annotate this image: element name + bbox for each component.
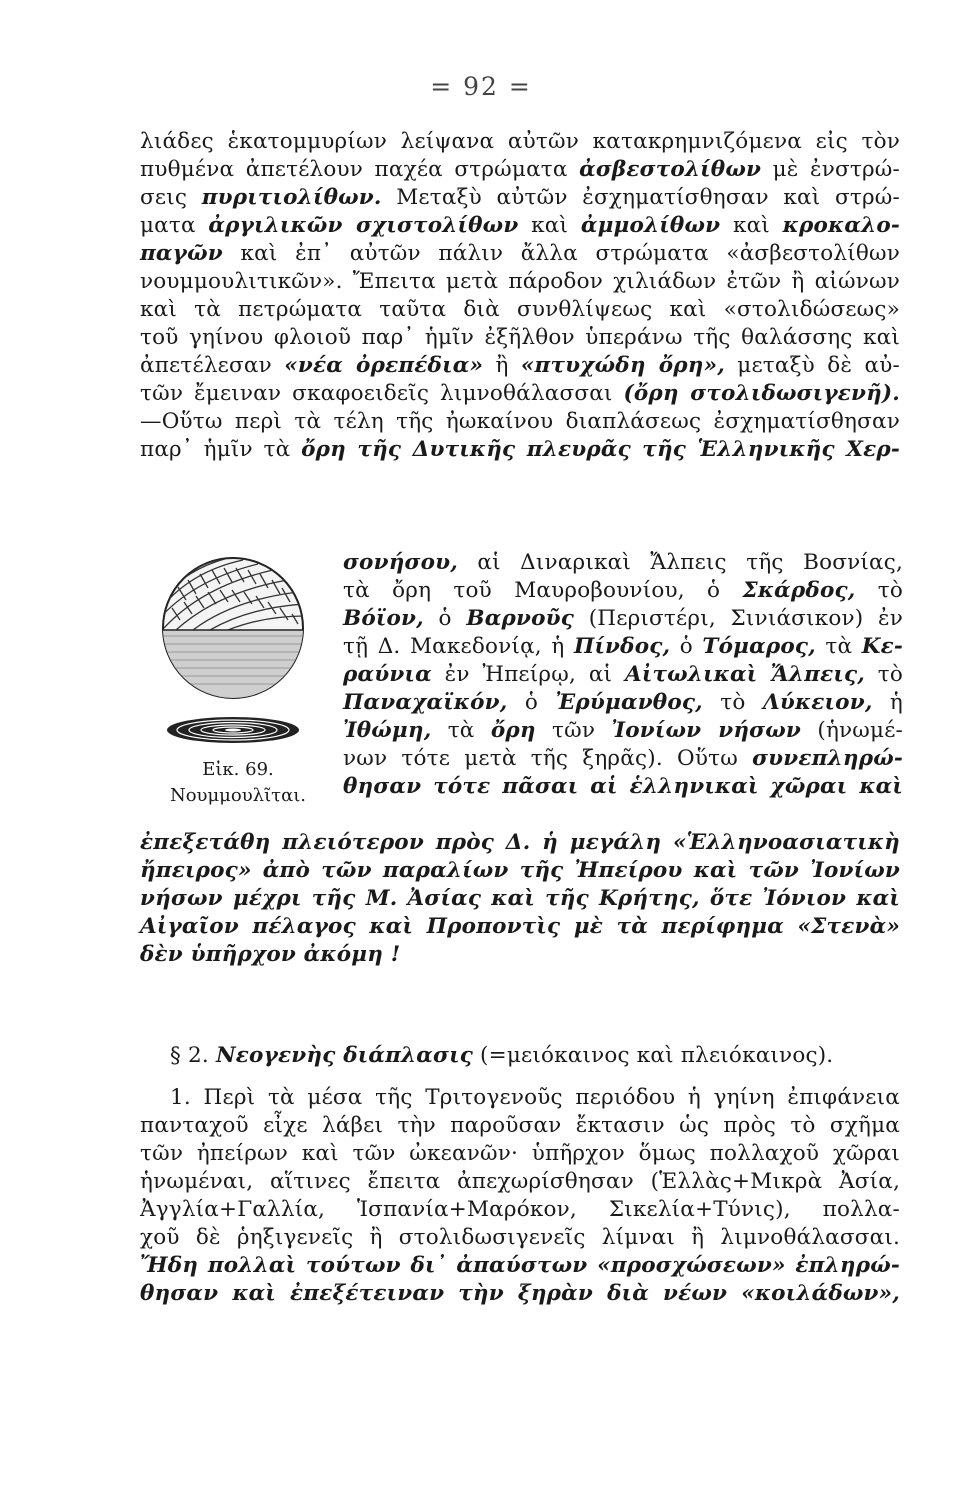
bold-term: πυριτιολίθων. xyxy=(201,185,382,210)
bold-term: Σκάρδος, xyxy=(742,578,856,603)
bold-term: Ἐρύμανθος, xyxy=(555,690,703,715)
bold-term: Ἰονίων νήσων xyxy=(611,718,802,743)
text-line: Ἰθώμη, τὰ ὄρη τῶν Ἰονίων νήσων (ἡνωμέ- xyxy=(343,718,904,743)
text-line: πανταχοῦ εἶχε λάβει τὴν παροῦσαν ἔκτασιν ὡς πρὸς τὸ σχῆμα xyxy=(140,1113,900,1138)
text-line: 1. Περὶ τὰ μέσα τῆς Τριτογενοῦς περιόδου ἡ γηίνη ἐπιφάνεια xyxy=(170,1085,900,1110)
bold-term: νήσων μέχρι τῆς Μ. Ἀσίας καὶ τῆς Κρήτης, ὅτε Ἰόνιον καὶ xyxy=(140,886,900,911)
text-line: παγῶν καὶ ἐπ᾽ αὐτῶν πάλιν ἄλλα στρώματα «ἀσβεστολίθων xyxy=(140,241,900,266)
text-line: νουμμουλιτικῶν». Ἔπειτα μετὰ πάροδον χιλιάδων ἐτῶν ἢ αἰώνων xyxy=(140,269,900,294)
text-line: τῶν ἠπείρων καὶ τῶν ὠκεανῶν· ὑπῆρχον ὅμως πολλαχοῦ χῶραι xyxy=(140,1141,900,1166)
bold-term: Ἰθώμη, xyxy=(343,718,432,743)
bold-term: ἀμμολίθων xyxy=(580,213,721,238)
text-line: σεις πυριτιολίθων. Μεταξὺ αὐτῶν ἐσχηματίσθησαν καὶ στρώ- xyxy=(140,185,900,210)
text-line: τῶν ἔμειναν σκαφοειδεῖς λιμνοθάλασσαι (ὄρη στολιδωσιγενῆ). xyxy=(140,381,900,406)
text-line: παρ᾽ ἡμῖν τὰ ὄρη τῆς Δυτικῆς πλευρᾶς τῆς Ἑλληνικῆς Χερ- xyxy=(140,437,900,462)
bold-term: δὲν ὑπῆρχον ἀκόμη ! xyxy=(140,942,401,967)
bold-term: Ἤδη πολλαὶ τούτων δι᾽ ἀπαύστων « xyxy=(140,1253,611,1278)
bold-term: ἀργιλικῶν σχιστολίθων xyxy=(208,213,519,238)
bold-term: Στενὰ xyxy=(811,914,887,939)
text-line: —Οὕτω περὶ τὰ τέλη τῆς ἠωκαίνου διαπλάσεως ἐσχηματίσθησαν xyxy=(140,409,900,434)
text-line: Ἀγγλία+Γαλλία, Ἱσπανία+Μαρόκον, Σικελία+Τύνις), πολλα- xyxy=(140,1197,900,1222)
text-line: ἀπετέλεσαν «νέα ὀρεπέδια» ἢ «πτυχώδη ὄρη», μεταξὺ δὲ αὐ- xyxy=(140,353,900,378)
bold-term: Αἰτωλικαὶ Ἄλπεις, xyxy=(624,662,865,687)
nummulite-drawing xyxy=(148,552,328,752)
bold-term: ἤπειρος» ἀπὸ τῶν παραλίων τῆς Ἠπείρου καὶ τῶν Ἰονίων xyxy=(140,858,900,883)
text-line: τὰ ὄρη τοῦ Μαυροβουνίου, ὁ Σκάρδος, τὸ xyxy=(343,578,903,603)
figure-nummulites xyxy=(148,552,328,812)
bold-term: ἀσβεστολίθων xyxy=(579,157,762,182)
text-line: ἡνωμέναι, αἵτινες ἔπειτα ἀπεχωρίσθησαν (Ἑλλὰς+Μικρὰ Ἀσία, xyxy=(140,1169,900,1194)
paragraph-top xyxy=(140,128,900,464)
text-line: Βόϊον, ὁ Βαρνοῦς (Περιστέρι, Σινιάσικον) ἐν xyxy=(343,606,903,631)
text-line xyxy=(140,1280,900,1308)
bold-term: Πίνδος, xyxy=(573,634,671,659)
bold-term: Νεογενὴς διάπλασις xyxy=(215,1043,473,1068)
bold-term: συνεπληρώ- xyxy=(752,746,903,771)
bold-term: προσχώσεων xyxy=(610,1253,772,1278)
nummulite-section xyxy=(167,717,299,743)
text-line: τοῦ γηίνου φλοιοῦ παρ᾽ ἡμῖν ἐξῆλθον ὑπεράνω τῆς θαλάσσης καὶ xyxy=(140,325,900,350)
text-line: ραύνια ἐν Ἠπείρῳ, αἱ Αἰτωλικαὶ Ἄλπεις, τὸ xyxy=(343,662,903,687)
text-line: καὶ τὰ πετρώματα ταῦτα διὰ συνθλίψεως καὶ «στολιδώσεως» xyxy=(140,297,900,322)
text-line: σονήσου, αἱ Διναρικαὶ Ἄλπεις τῆς Βοσνίας, xyxy=(343,550,903,575)
bold-term: ραύνια xyxy=(343,662,432,687)
bold-term: (ὄρη στολιδωσιγενῆ). xyxy=(623,381,900,406)
text-line xyxy=(140,941,900,969)
bold-term: «νέα ὀρεπέδια» xyxy=(284,353,484,378)
text-line xyxy=(140,885,900,913)
text-line: νων τότε μετὰ τῆς ξηρᾶς). Οὕτω συνεπληρώ- xyxy=(343,746,903,771)
bold-term: Κε- xyxy=(861,634,903,659)
bold-term: κροκαλο- xyxy=(782,213,901,238)
bold-term: Βόϊον, xyxy=(343,606,424,631)
text-line: ματα ἀργιλικῶν σχιστολίθων καὶ ἀμμολίθων καὶ κροκαλο- xyxy=(140,213,901,238)
paragraph-beside-figure xyxy=(343,549,903,801)
paragraph-continuation xyxy=(140,829,900,969)
bold-term: Λύκειον, xyxy=(762,690,873,715)
text-line xyxy=(140,1252,900,1280)
bold-term: κοιλάδων xyxy=(754,1281,879,1306)
bold-term: Βαρνοῦς xyxy=(466,606,575,631)
figure-label: Εἰκ. 69. xyxy=(202,759,274,780)
bold-term: Παναχαϊκόν, xyxy=(343,690,508,715)
page-number: = 92 = xyxy=(430,72,532,101)
bold-term: θησαν καὶ ἐπεξέτειναν τὴν ξηρὰν διὰ νέων « xyxy=(140,1281,755,1306)
bold-term: Αἰγαῖον πέλαγος καὶ Προποντὶς μὲ τὰ περίφημα « xyxy=(140,914,812,939)
bold-term: Τόμαρος, xyxy=(702,634,816,659)
figure-caption: Νουμμουλῖται. xyxy=(169,785,307,806)
bold-term: ὄρη τῆς Δυτικῆς πλευρᾶς τῆς Ἑλληνικῆς Χερ- xyxy=(301,437,900,462)
text-line: Παναχαϊκόν, ὁ Ἐρύμανθος, τὸ Λύκειον, ἡ xyxy=(343,690,904,715)
section-heading: § 2. Νεογενὴς διάπλασις (=μειόκαινος καὶ πλειόκαινος). xyxy=(170,1043,834,1068)
text-line: λιάδες ἑκατομμυρίων λείψανα αὐτῶν κατακρημνιζόμενα εἰς τὸν xyxy=(140,129,900,154)
bold-term: θησαν τότε πᾶσαι αἱ ἑλληνικαὶ χῶραι καὶ xyxy=(343,774,903,799)
bold-term: » xyxy=(886,914,900,939)
text-line: πυθμένα ἀπετέλουν παχέα στρώματα ἀσβεστολίθων μὲ ἐνστρώ- xyxy=(140,157,900,182)
bold-term: » ἐπληρώ- xyxy=(771,1253,900,1278)
bold-term: παγῶν xyxy=(140,241,223,266)
bold-term: ὄρη xyxy=(490,718,536,743)
bold-term: ἐπεξετάθη πλειότερον πρὸς Δ. ἡ μεγάλη «Ἑλληνοασιατικὴ xyxy=(140,830,900,855)
text-line xyxy=(140,829,900,857)
text-line xyxy=(140,857,900,885)
bold-term: », xyxy=(878,1281,900,1306)
text-line: τῇ Δ. Μακεδονίᾳ, ἡ Πίνδος, ὁ Τόμαρος, τὰ Κε- xyxy=(343,634,903,659)
bold-term: «πτυχώδη ὄρη», xyxy=(520,353,725,378)
text-line xyxy=(343,773,903,801)
section-2 xyxy=(140,1042,900,1308)
text-line xyxy=(140,913,900,941)
bold-term: σονήσου, xyxy=(343,550,458,575)
text-line: χοῦ δὲ ῥηξιγενεῖς ἢ στολιδωσιγενεῖς λίμναι ἢ λιμνοθάλασσαι. xyxy=(140,1225,900,1250)
